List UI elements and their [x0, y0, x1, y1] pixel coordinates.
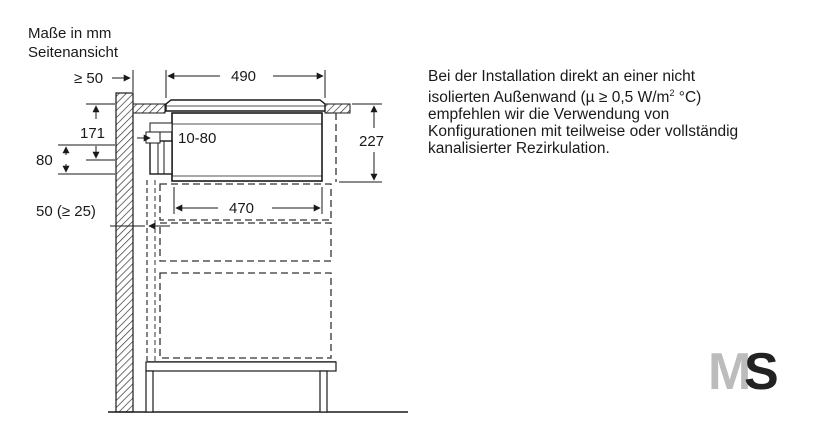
installation-note	[428, 68, 828, 157]
dim-duct-text: 80	[36, 152, 53, 169]
dim-171	[80, 104, 115, 160]
note-line-5: kanalisierter Rezirkulation.	[428, 140, 610, 158]
dim-back-gap	[36, 203, 170, 226]
note-line-4: Konfigurationen mit teilweise oder vollständig	[428, 123, 739, 141]
dim-cooktop-depth	[166, 68, 325, 98]
dim-back-gap-text: 50 (≥ 25)	[36, 203, 96, 220]
dim-227	[339, 104, 384, 182]
dim-wall-gap-text: ≥ 50	[74, 70, 104, 87]
dim-inner-depth	[174, 187, 322, 217]
note-line-2-text: isolierten Außenwand (µ ≥ 0,5 W/m	[428, 89, 670, 107]
units-label: Maße in mm	[28, 25, 112, 42]
note-line-3: empfehlen wir die Verwendung von	[428, 106, 670, 124]
note-line-1: Bei der Installation direkt an einer nicht	[428, 68, 696, 85]
dim-227-text: 227	[359, 133, 385, 150]
dim-gap-text: 10-80	[178, 130, 217, 147]
dim-cooktop-depth-text: 490	[231, 68, 257, 85]
duct	[146, 123, 172, 174]
note-line-2-superscript: 2	[669, 88, 675, 98]
logo-letter-s: S	[744, 345, 779, 395]
note-line-2	[428, 85, 828, 106]
wall	[116, 93, 133, 412]
dim-171-text: 171	[80, 125, 106, 142]
logo-letter-m: M	[708, 345, 748, 395]
note-line-2-end: °C)	[674, 89, 702, 107]
dim-inner-depth-text: 470	[229, 200, 255, 217]
ms-logo	[708, 345, 788, 395]
dim-wall-gap	[74, 70, 133, 92]
cooktop	[166, 100, 325, 111]
view-label: Seitenansicht	[28, 44, 119, 61]
appliance-body	[172, 113, 322, 181]
cabinet	[146, 362, 336, 412]
